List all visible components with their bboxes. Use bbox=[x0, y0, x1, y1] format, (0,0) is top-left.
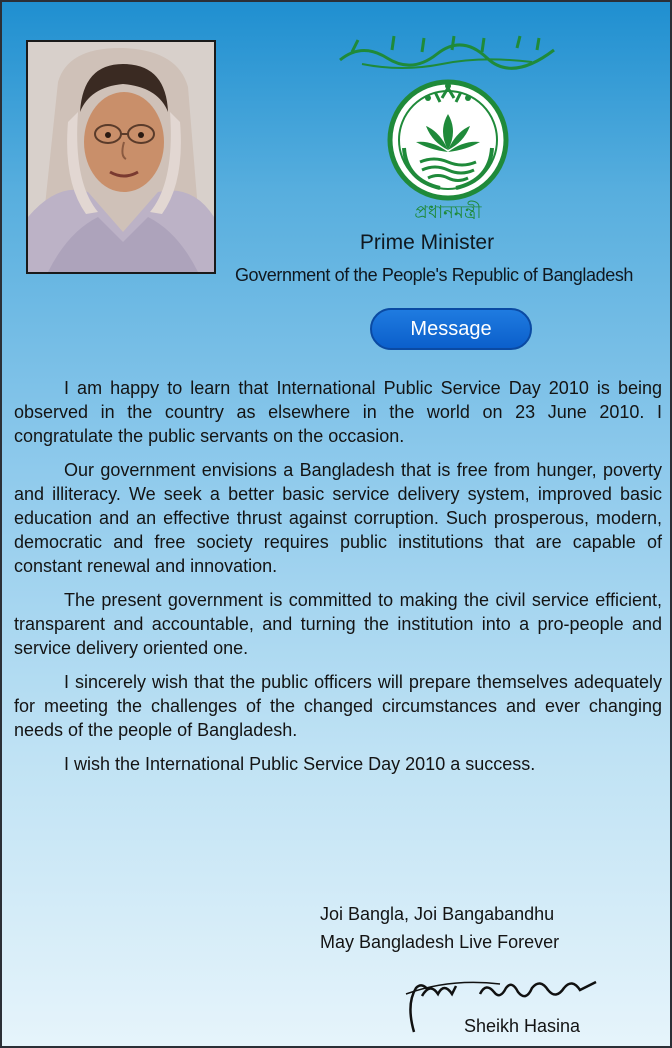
paragraph: I wish the International Public Service Day 2010 a success. bbox=[64, 754, 536, 774]
government-subtitle: Government of the People's Republic of Bangladesh bbox=[234, 265, 634, 285]
bismillah-calligraphy bbox=[332, 32, 562, 72]
closing-lines bbox=[320, 900, 559, 956]
signatory-name: Sheikh Hasina bbox=[464, 1016, 581, 1036]
paragraph: I sincerely wish that the public officers will prepare themselves adequately for meeting the challenges of the changed circumstances and ever changing needs of the people of Bangladesh. bbox=[14, 672, 662, 740]
closing-line-1: Joi Bangla, Joi Bangabandhu bbox=[320, 904, 555, 924]
portrait-photo bbox=[26, 40, 216, 274]
emblem-caption: প্রধানমন্ত্রী bbox=[414, 202, 482, 223]
government-emblem bbox=[380, 76, 516, 224]
closing-line-2: May Bangladesh Live Forever bbox=[320, 932, 560, 952]
paragraph: The present government is committed to making the civil service efficient, transparent and accountable, and turning the institution into a pro-people and service delivery oriented one. bbox=[14, 590, 662, 658]
paragraph: Our government envisions a Bangladesh that is free from hunger, poverty and illiteracy. We seek a better basic service delivery system, improved basic education and an effective thrust against corruption. Such prosperous, modern, democratic and free society requires public institutions that are capable of constant renewal and innovation. bbox=[14, 460, 662, 576]
message-body bbox=[14, 376, 662, 786]
message-button: Message bbox=[370, 308, 532, 350]
page-title: Prime Minister bbox=[359, 231, 495, 254]
paragraph: I am happy to learn that International Public Service Day 2010 is being observed in the country as elsewhere in the world on 23 June 2010. I congratulate the public servants on the occasion. bbox=[14, 378, 662, 446]
